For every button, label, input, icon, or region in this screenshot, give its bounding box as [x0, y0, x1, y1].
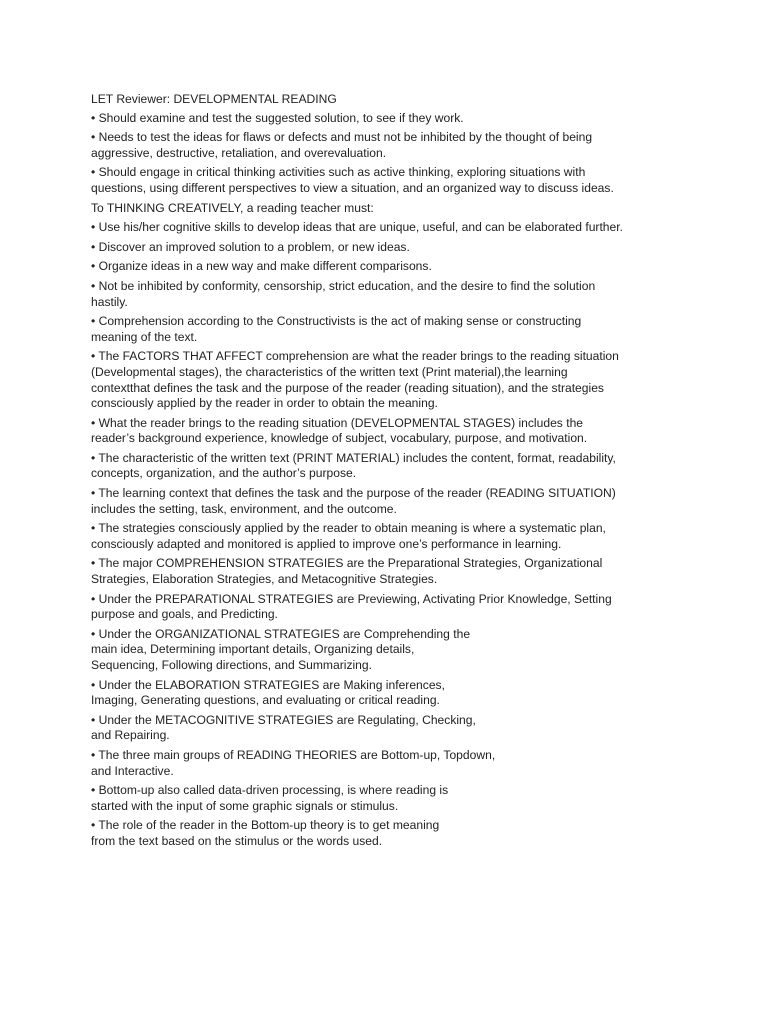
document-title: LET Reviewer: DEVELOPMENTAL READING	[91, 92, 337, 106]
paragraph: • The characteristic of the written text (PRINT MATERIAL) includes the content, format, readability, concepts, organization, and the author’s purpose.	[91, 450, 616, 481]
paragraph: • What the reader brings to the reading situation (DEVELOPMENTAL STAGES) includes the reader’s background experience, knowledge of subject, vocabulary, purpose, and motivation.	[91, 415, 588, 446]
section-heading: To THINKING CREATIVELY, a reading teacher must:	[91, 200, 374, 215]
paragraph: • The three main groups of READING THEORIES are Bottom-up, Topdown, and Interactive.	[91, 747, 496, 778]
paragraph: • The FACTORS THAT AFFECT comprehension are what the reader brings to the reading situation (Developmental stages), the characteristics of the written text (Print material),the learning contextthat defines the task and the purpose of the reader (reading situation), and the strategies consciously applied by the reader in order to obtain the meaning.	[91, 349, 619, 411]
paragraph: • Discover an improved solution to a problem, or new ideas.	[91, 239, 410, 254]
paragraph: • Needs to test the ideas for flaws or defects and must not be inhibited by the thought of being aggressive, destructive, retaliation, and overevaluation.	[91, 130, 593, 160]
paragraph: • The strategies consciously applied by the reader to obtain meaning is where a systematic plan, consciously adapted and monitored is applied to improve one’s performance in learning.	[91, 521, 606, 551]
paragraph: • The learning context that defines the task and the purpose of the reader (READING SITUATION) includes the setting, task, environment, and the outcome.	[91, 486, 616, 516]
paragraph: • Use his/her cognitive skills to develop ideas that are unique, useful, and can be elaborated further.	[91, 220, 623, 235]
paragraph: • Comprehension according to the Constructivists is the act of making sense or constructing meaning of the text.	[91, 314, 582, 344]
paragraph: • Bottom-up also called data-driven processing, is where reading is started with the input of some graphic signals or stimulus.	[91, 783, 449, 813]
paragraph: • Under the ORGANIZATIONAL STRATEGIES are Comprehending the main idea, Determining important details, Organizing details, Sequencing, Following directions, and Summarizing.	[91, 626, 471, 672]
paragraph: • The major COMPREHENSION STRATEGIES are the Preparational Strategies, Organizational Strategies, Elaboration Strategies, and Metacognitive Strategies.	[91, 556, 603, 587]
paragraph: • The role of the reader in the Bottom-up theory is to get meaning from the text based on the stimulus or the words used.	[91, 818, 440, 848]
paragraph: • Under the PREPARATIONAL STRATEGIES are Previewing, Activating Prior Knowledge, Setting purpose and goals, and Predicting.	[91, 591, 612, 622]
paragraph: • Under the METACOGNITIVE STRATEGIES are Regulating, Checking, and Repairing.	[91, 712, 476, 743]
paragraph: • Under the ELABORATION STRATEGIES are Making inferences, Imaging, Generating questions, and evaluating or critical reading.	[91, 677, 445, 708]
paragraph: • Should engage in critical thinking activities such as active thinking, exploring situations with questions, using different perspectives to view a situation, and an organized way to discuss ideas.	[91, 165, 614, 195]
paragraph: • Organize ideas in a new way and make different comparisons.	[91, 259, 432, 274]
document-body	[91, 92, 691, 854]
paragraph: • Should examine and test the suggested solution, to see if they work.	[91, 110, 464, 125]
paragraph: • Not be inhibited by conformity, censorship, strict education, and the desire to find the solution hastily.	[91, 278, 596, 309]
